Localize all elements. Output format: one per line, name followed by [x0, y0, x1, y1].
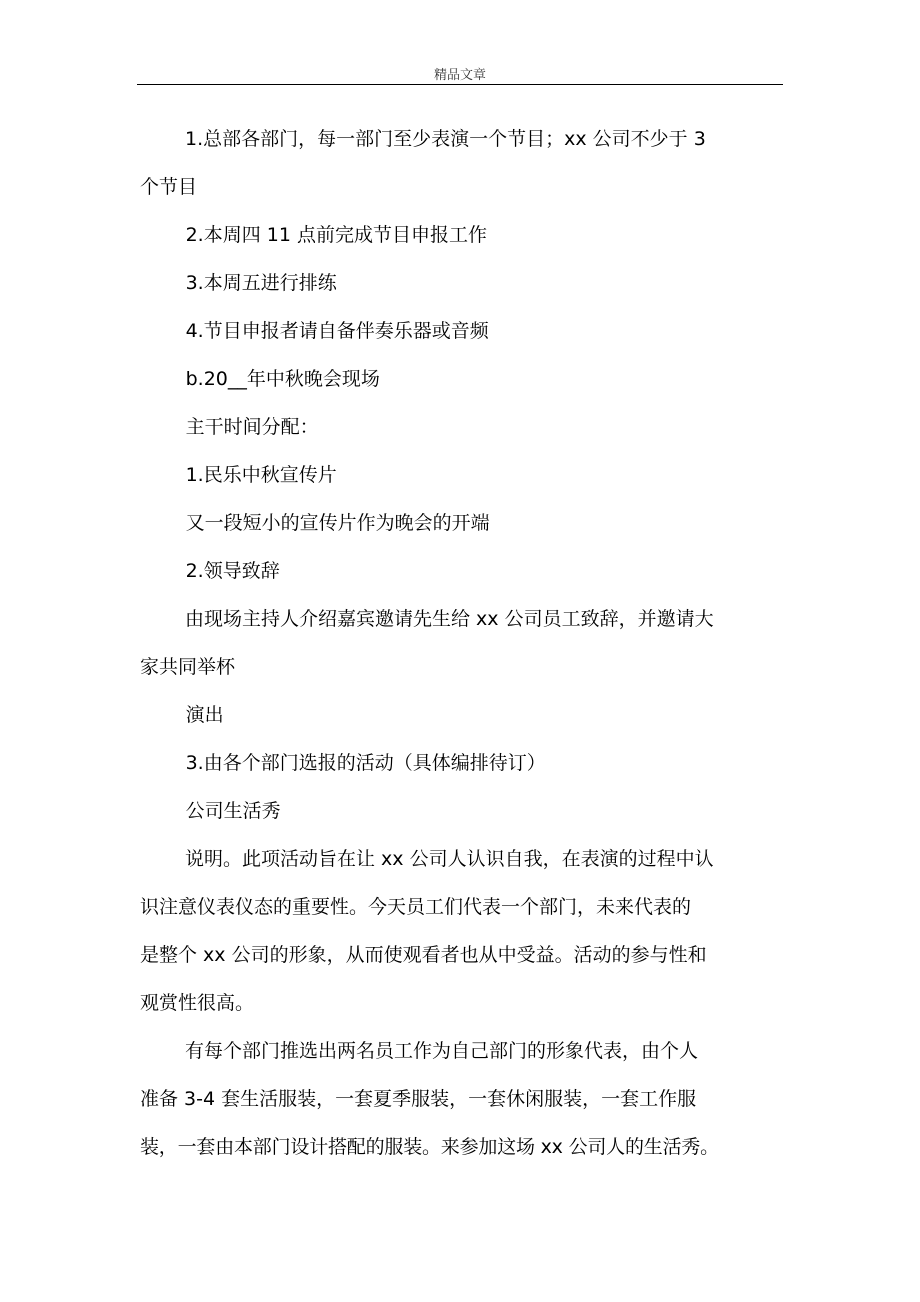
text-line: 是整个 xx 公司的形象，从而使观看者也从中受益。活动的参与性和	[140, 944, 707, 966]
paragraph: 3.由各个部门选报的活动（具体编排待订）	[185, 752, 546, 774]
paragraph: b.20__年中秋晚会现场	[185, 368, 380, 390]
text-line: 说明。此项活动旨在让 xx 公司人认识自我，在表演的过程中认	[185, 848, 714, 870]
paragraph: 2.本周四 11 点前完成节目申报工作	[185, 224, 487, 246]
header-divider	[137, 84, 783, 85]
text-line: 1.总部各部门，每一部门至少表演一个节目；xx 公司不少于 3	[185, 128, 706, 150]
document-body	[140, 115, 785, 1171]
text-line: 观赏性很高。	[140, 992, 255, 1014]
paragraph: 公司生活秀	[185, 800, 281, 822]
paragraph: 3.本周五进行排练	[185, 272, 337, 294]
paragraph: 又一段短小的宣传片作为晚会的开端	[185, 512, 490, 534]
page-header-title: 精品文章	[433, 68, 486, 83]
paragraph: 2.领导致辞	[185, 560, 280, 582]
text-line: 识注意仪表仪态的重要性。今天员工们代表一个部门，未来代表的	[140, 896, 692, 918]
text-line: 装，一套由本部门设计搭配的服装。来参加这场 xx 公司人的生活秀。	[140, 1136, 719, 1158]
text-line: 有每个部门推选出两名员工作为自己部门的形象代表，由个人	[185, 1040, 699, 1062]
text-line: 准备 3-4 套生活服装，一套夏季服装，一套休闲服装，一套工作服	[140, 1088, 697, 1110]
paragraph: 主干时间分配：	[185, 416, 319, 438]
paragraph: 演出	[185, 704, 224, 726]
paragraph: 4.节目申报者请自备伴奏乐器或音频	[185, 320, 489, 342]
paragraph	[140, 835, 785, 1027]
paragraph	[140, 115, 785, 211]
paragraph	[140, 595, 785, 691]
paragraph	[140, 1027, 785, 1171]
text-line: 由现场主持人介绍嘉宾邀请先生给 xx 公司员工致辞，并邀请大	[185, 608, 714, 630]
text-line: 个节目	[140, 176, 198, 198]
text-line: 家共同举杯	[140, 656, 236, 678]
paragraph: 1.民乐中秋宣传片	[185, 464, 337, 486]
